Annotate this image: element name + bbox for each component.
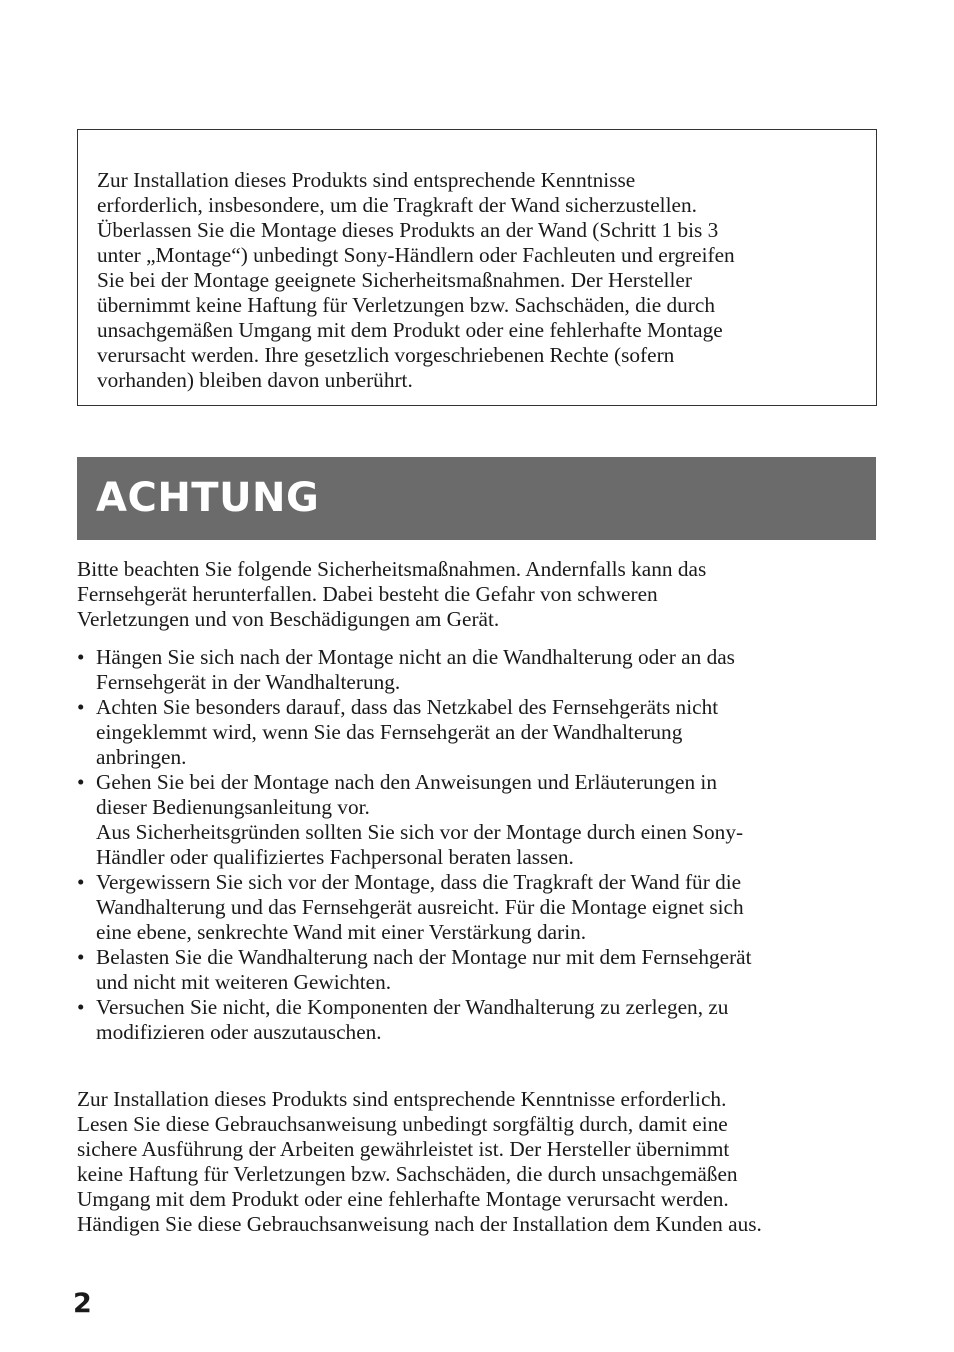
installation-notice-text: Zur Installation dieses Produkts sind entsprechende Kenntnisse erforderlich, insbesondere, um die Tragkraft der Wand sicherzustellen. Überlassen Sie die Montage dieses Produkts an der Wand (Schritt 1 bis 3 unter „Montage“) unbedingt Sony-Händlern oder Fachleuten und ergreifen Sie bei der Montage geeignete Sicherheitsmaßnahmen. Der Hersteller übernimmt keine Haftung für Verletzungen bzw. Sachschäden, die durch unsachgemäßen Umgang mit dem Produkt oder eine fehlerhafte Montage verursacht werden. Ihre gesetzlich vorgeschriebenen Rechte (sofern vorhanden) bleiben davon unberührt. — [97, 168, 735, 392]
bullet-icon: • — [77, 770, 85, 794]
installation-notice-box — [77, 129, 877, 406]
list-item — [77, 945, 887, 995]
list-item — [77, 870, 887, 945]
list-item-text: Belasten Sie die Wandhalterung nach der Montage nur mit dem Fernsehgerät und nicht mit weiteren Gewichten. — [96, 945, 752, 994]
bullet-icon: • — [77, 695, 85, 719]
section-heading-bar — [77, 457, 876, 540]
list-item — [77, 645, 887, 695]
list-item-text: Achten Sie besonders darauf, dass das Netzkabel des Fernsehgeräts nicht eingeklemmt wird, wenn Sie das Fernsehgerät an der Wandhalterung anbringen. — [96, 695, 719, 769]
safety-intro-paragraph: Bitte beachten Sie folgende Sicherheitsmaßnahmen. Andernfalls kann das Fernsehgerät herunterfallen. Dabei besteht die Gefahr von schweren Verletzungen und von Beschädigungen am Gerät. — [77, 557, 707, 631]
bullet-icon: • — [77, 995, 85, 1019]
list-item-text: Gehen Sie bei der Montage nach den Anweisungen und Erläuterungen in dieser Bedienungsanleitung vor. Aus Sicherheitsgründen sollten Sie sich vor der Montage durch einen Sony- Händler oder qualifiziertes Fachpersonal beraten lassen. — [96, 770, 744, 869]
list-item-text: Hängen Sie sich nach der Montage nicht an die Wandhalterung oder an das Fernsehgerät in der Wandhalterung. — [96, 645, 735, 694]
bullet-icon: • — [77, 870, 85, 894]
list-item — [77, 770, 887, 870]
bullet-icon: • — [77, 645, 85, 669]
closing-paragraph: Zur Installation dieses Produkts sind entsprechende Kenntnisse erforderlich. Lesen Sie diese Gebrauchsanweisung unbedingt sorgfältig durch, damit eine sichere Ausführung der Arbeiten gewährleistet ist. Der Hersteller übernimmt keine Haftung für Verletzungen bzw. Sachschäden, die durch unsachgemäßen Umgang mit dem Produkt oder eine fehlerhafte Montage verursacht werden. Händigen Sie diese Gebrauchsanweisung nach der Installation dem Kunden aus. — [77, 1087, 762, 1236]
list-item-text: Vergewissern Sie sich vor der Montage, dass die Tragkraft der Wand für die Wandhalterung und das Fernsehgerät ausreicht. Für die Montage eignet sich eine ebene, senkrechte Wand mit einer Verstärkung darin. — [96, 870, 744, 944]
page-number: 2 — [73, 1288, 92, 1319]
list-item — [77, 695, 887, 770]
section-title: ACHTUNG — [96, 475, 320, 521]
bullet-icon: • — [77, 945, 85, 969]
list-item — [77, 995, 887, 1045]
safety-bullet-list — [77, 645, 887, 1045]
list-item-text: Versuchen Sie nicht, die Komponenten der Wandhalterung zu zerlegen, zu modifizieren oder auszutauschen. — [96, 995, 729, 1044]
